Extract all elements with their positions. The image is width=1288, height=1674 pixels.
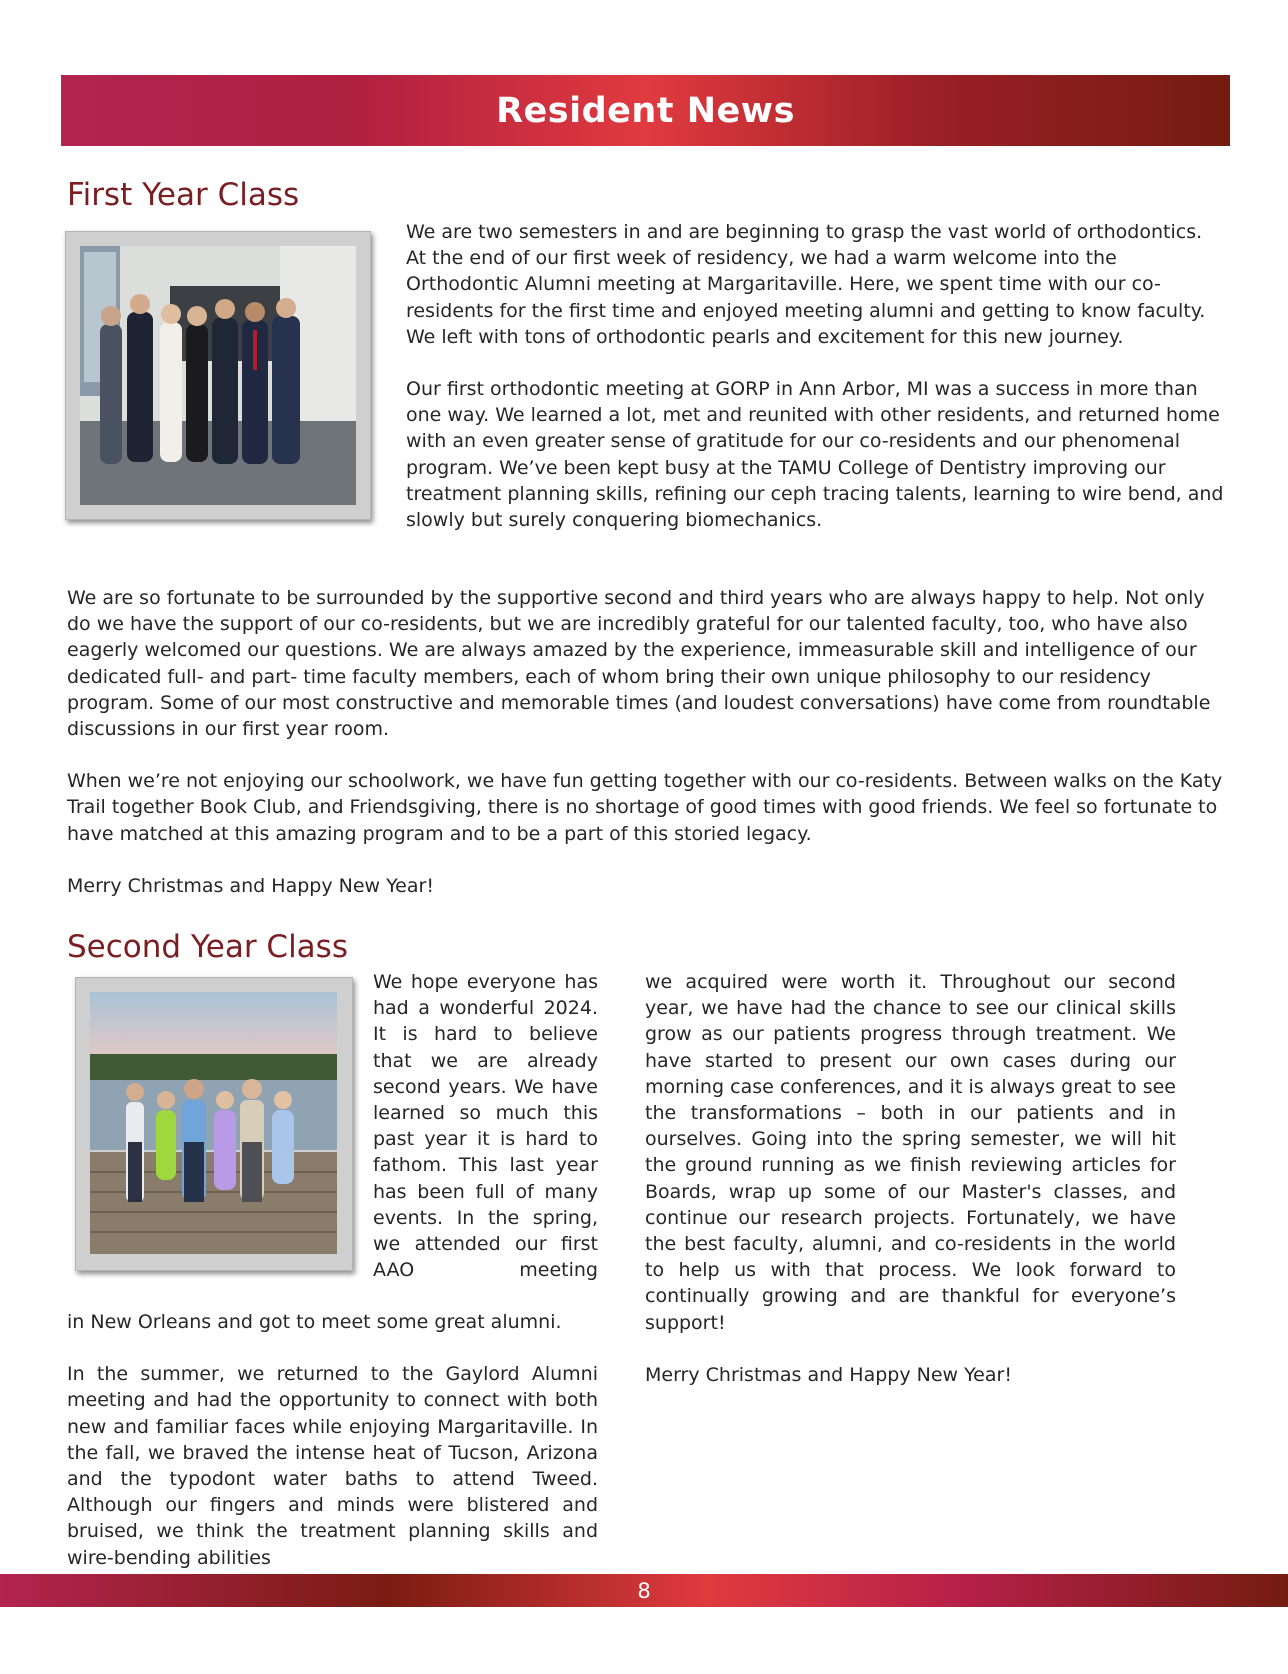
second-year-paragraph: in New Orleans and got to meet some great alumni. (67, 1311, 562, 1333)
second-year-photo-image (90, 992, 337, 1254)
second-year-paragraph: In the summer, we returned to the Gaylord Alumni meeting and had the opportunity to connect with both new and familiar faces while enjoying Margaritaville. In the fall, we braved the intense heat of Tucson, Arizona and the typodont water baths to attend Tweed. Although our fingers and minds were blistered and bruised, we think the treatment planning skills and wire-bending abilities (67, 1363, 598, 1569)
second-year-closing: Merry Christmas and Happy New Year! (645, 1363, 1012, 1386)
first-year-paragraph: We are so fortunate to be surrounded by the supportive second and third years who are always happy to help. Not only do we have the support of our co-residents, but we are incredibly grateful for our talented faculty, too, who have also eagerly welcomed our questions. We are always amazed by the experience, immeasurable skill and intelligence of our dedicated full- and part- time faculty members, each of whom bring their own unique philosophy to our residency program. Some of our most constructive and memorable times (and loudest conversations) have come from roundtable discussions in our first year room. (67, 587, 1211, 741)
first-year-paragraph: Our first orthodontic meeting at GORP in Ann Arbor, MI was a success in more than one way. We learned a lot, met and reunited with other residents, and returned home with an even greater sense of gratitude for our co-residents and our phenomenal program. We’ve been kept busy at the TAMU College of Dentistry improving our treatment planning skills, refining our ceph tracing talents, learning to wire bend, and slowly but surely conquering biomechanics. (406, 378, 1224, 532)
first-year-closing: Merry Christmas and Happy New Year! (67, 874, 434, 897)
second-year-heading: Second Year Class (67, 929, 348, 965)
second-year-wrap-text (373, 969, 598, 1283)
first-year-body (67, 585, 1227, 899)
first-year-photo-image (80, 246, 356, 505)
second-year-left-column (67, 1309, 598, 1571)
first-year-group-photo (80, 246, 356, 505)
header-banner (61, 75, 1230, 146)
second-year-paragraph: we acquired were worth it. Throughout our second year, we have had the chance to see our clinical skills grow as our patients progress through treatment. We have started to present our own cases during our morning case conferences, and it is always great to see the transformations – both in our patients and in ourselves. Going into the spring semester, we will hit the ground running as we finish reviewing articles for Boards, wrap up some of our Master's classes, and continue our research projects. Fortunately, we have the best faculty, alumni, and co-residents in the world to help us with that process. We look forward to continually growing and are thankful for everyone’s support! (645, 971, 1176, 1334)
second-year-photo-frame (75, 977, 353, 1271)
first-year-paragraph: We are two semesters in and are beginning to grasp the vast world of orthodontics. At the end of our first week of residency, we had a warm welcome into the Orthodontic Alumni meeting at Margaritaville. Here, we spent time with our co- residents for the first time and enjoyed meeting alumni and getting to know faculty. We left with tons of orthodontic pearls and excitement for this new journey. (406, 221, 1206, 348)
second-year-group-photo (90, 992, 337, 1254)
first-year-intro (406, 219, 1226, 533)
page-number: 8 (637, 1578, 651, 1603)
first-year-photo-frame (65, 231, 371, 520)
page-title: Resident News (496, 90, 795, 131)
first-year-paragraph: When we’re not enjoying our schoolwork, we have fun getting together with our co-residents. Between walks on the Katy Trail together Book Club, and Friendsgiving, there is no shortage of good times with good friends. We feel so fortunate to have matched at this amazing program and to be a part of this storied legacy. (67, 770, 1223, 845)
second-year-right-column (645, 969, 1176, 1388)
footer-bar (0, 1574, 1288, 1607)
first-year-heading: First Year Class (67, 177, 300, 213)
second-year-paragraph: We hope everyone has had a wonderful 2024. It is hard to believe that we are already second years. We have learned so much this past year it is hard to fathom. This last year has been full of many events. In the spring, we attended our first AAO meeting (373, 971, 598, 1282)
